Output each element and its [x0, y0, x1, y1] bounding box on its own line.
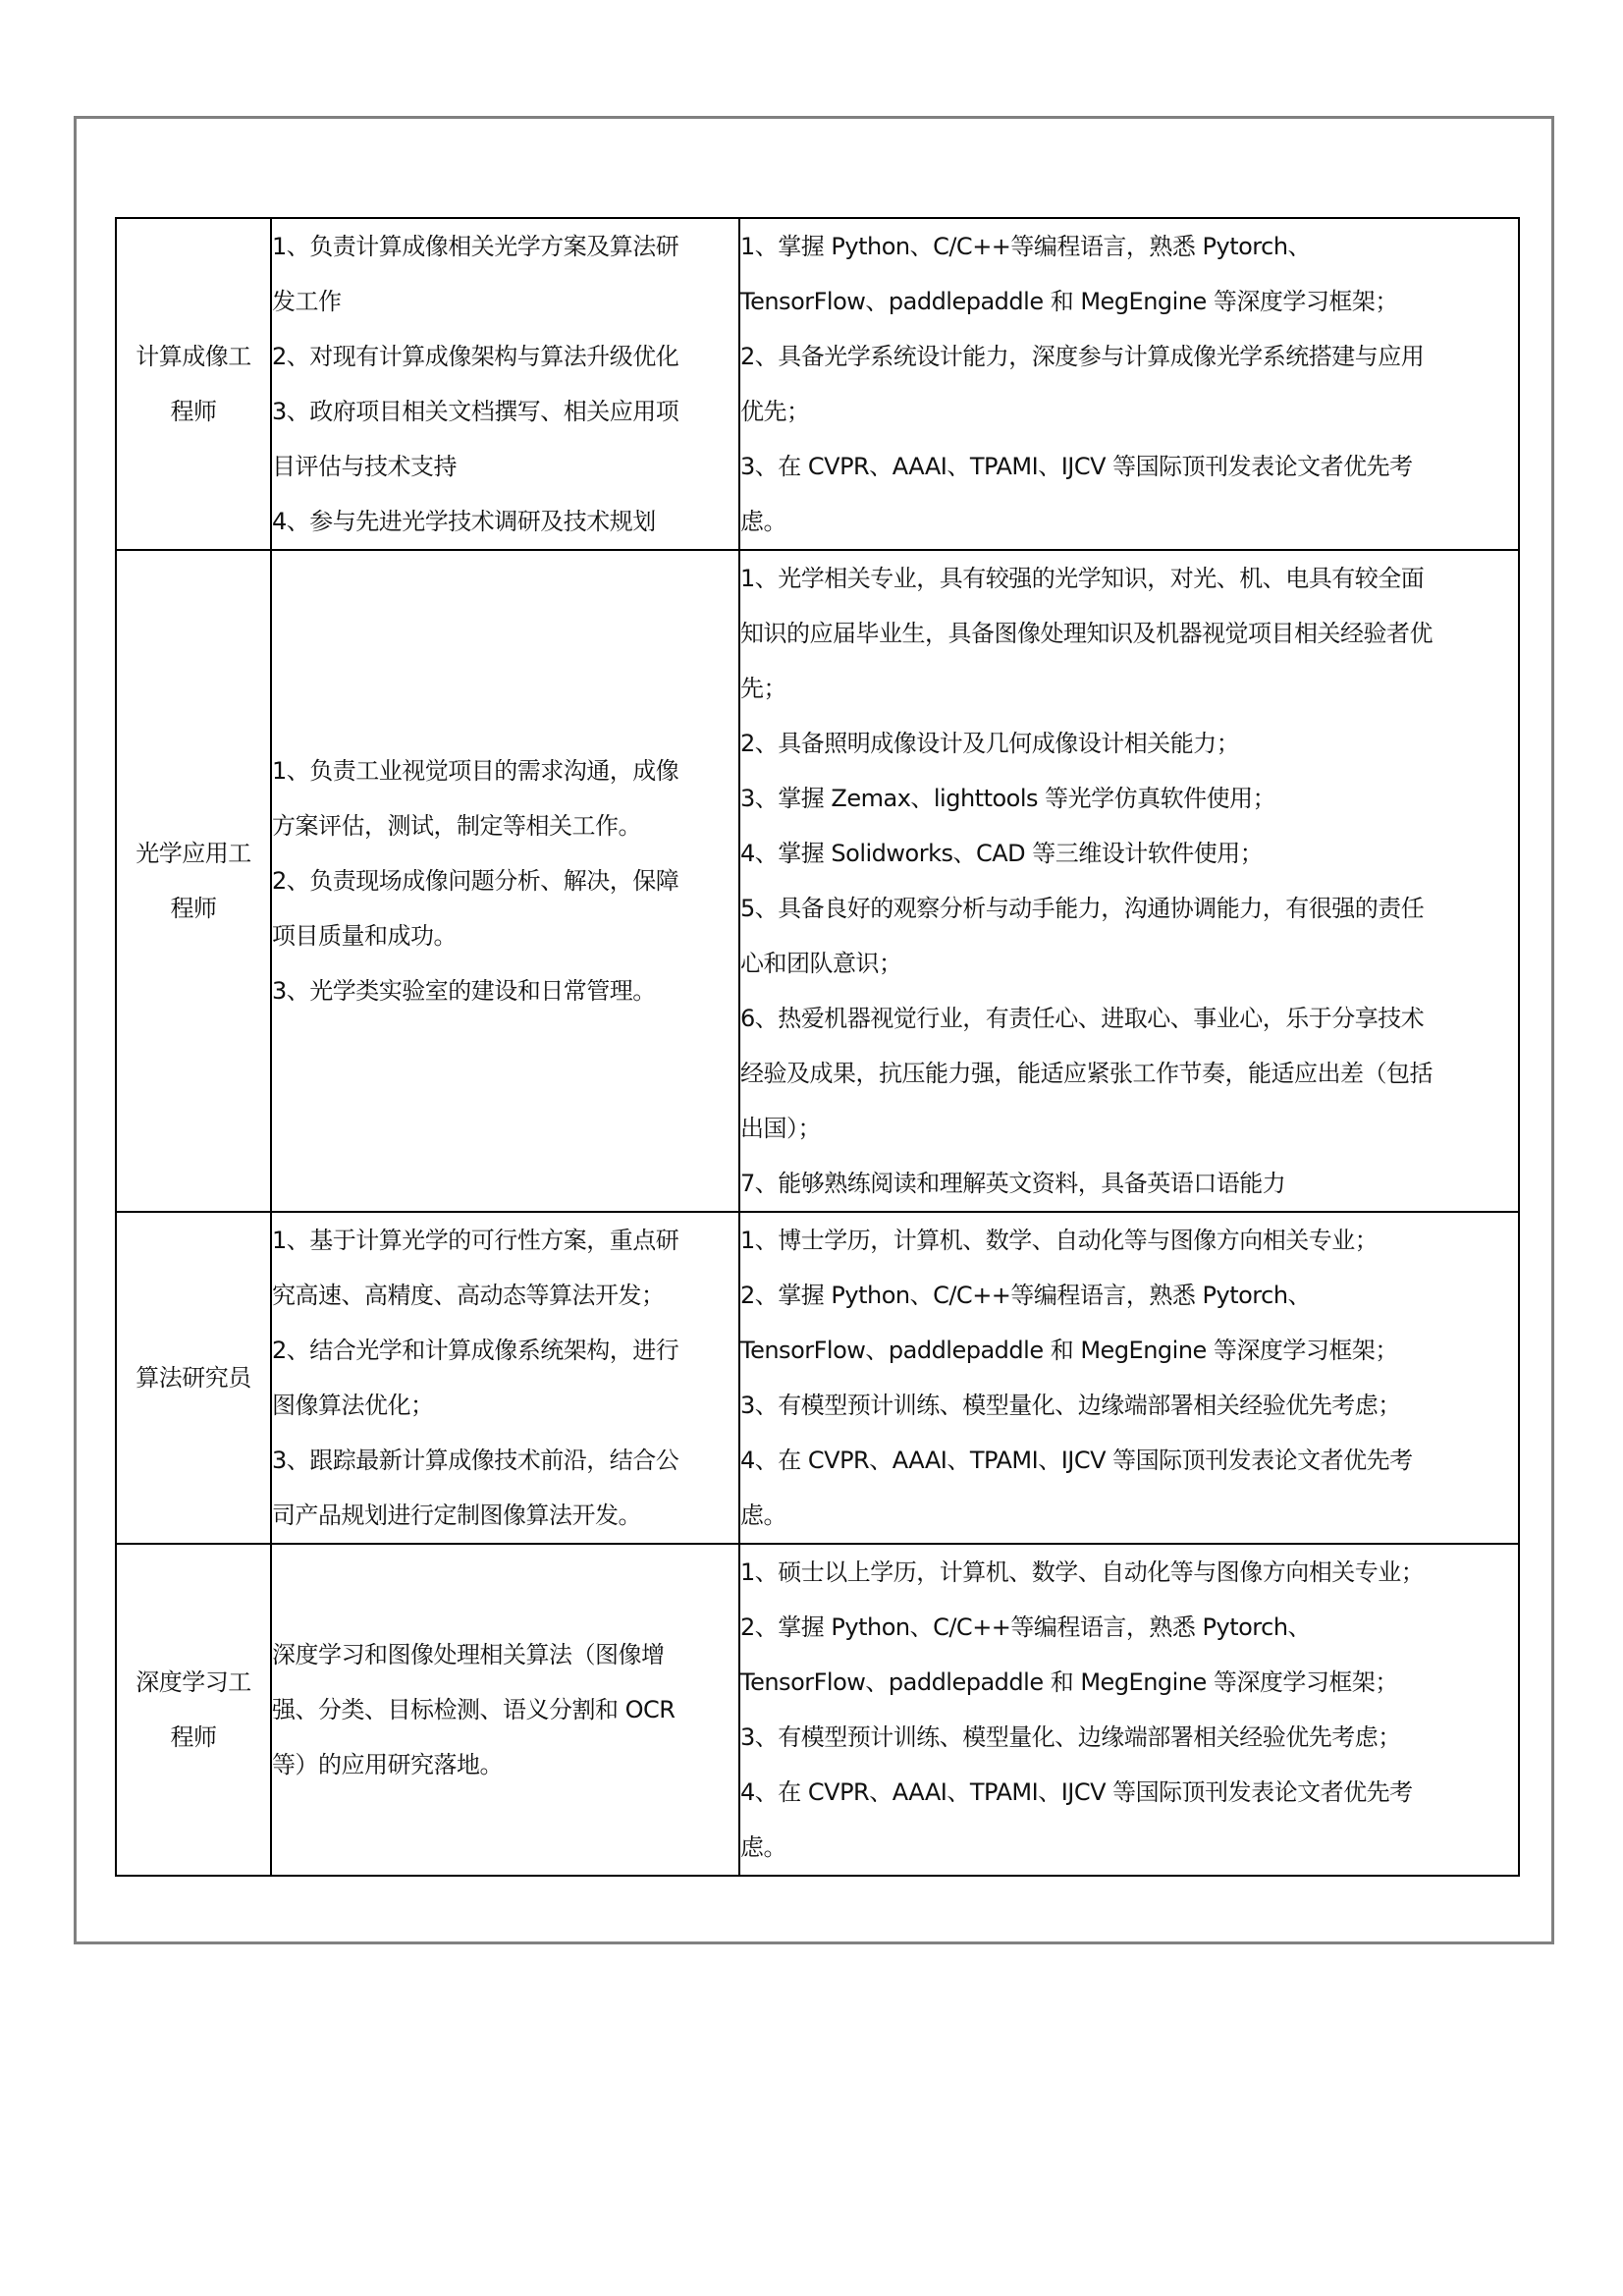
requirement-line: 1、光学相关专业，具有较强的光学知识，对光、机、电具有较全面 — [740, 565, 1425, 592]
duty-line: 4、参与先进光学技术调研及技术规划 — [272, 508, 656, 535]
requirement-line: 4、掌握 Solidworks、CAD 等三维设计软件使用； — [740, 840, 1264, 867]
requirement-line: 2、掌握 Python、C/C++等编程语言，熟悉 Pytorch、 — [740, 1282, 1312, 1309]
requirement-line: 1、掌握 Python、C/C++等编程语言，熟悉 Pytorch、 — [740, 233, 1312, 260]
requirement-line: 6、热爱机器视觉行业，有责任心、进取心、事业心，乐于分享技术 — [740, 1005, 1425, 1032]
duty-line: 图像算法优化； — [272, 1392, 434, 1419]
duty-line: 究高速、高精度、高动态等算法开发； — [272, 1282, 665, 1309]
requirement-line: 3、在 CVPR、AAAI、TPAMI、IJCV 等国际顶刊发表论文者优先考 — [740, 453, 1413, 480]
requirement-line: 7、能够熟练阅读和理解英文资料，具备英语口语能力 — [740, 1170, 1286, 1197]
duty-line: 目评估与技术支持 — [272, 453, 457, 480]
job-row-deep-learning-engineer — [116, 1544, 1519, 1876]
requirement-line: 2、具备照明成像设计及几何成像设计相关能力； — [740, 730, 1240, 757]
job-requirements-cell — [739, 550, 1519, 1212]
duty-line: 项目质量和成功。 — [272, 922, 457, 950]
job-title-line: 深度学习工 — [135, 1668, 251, 1696]
requirement-line: 出国）； — [740, 1115, 821, 1142]
duty-line: 1、负责计算成像相关光学方案及算法研 — [272, 233, 679, 260]
job-requirements-cell — [739, 218, 1519, 550]
duty-line: 发工作 — [272, 288, 342, 315]
job-title-line: 算法研究员 — [135, 1364, 251, 1392]
job-duties-cell — [271, 1212, 739, 1544]
duty-line: 2、结合光学和计算成像系统架构，进行 — [272, 1337, 679, 1364]
duty-line: 3、政府项目相关文档撰写、相关应用项 — [272, 398, 679, 425]
duty-line: 方案评估，测试，制定等相关工作。 — [272, 812, 641, 840]
duty-line: 3、跟踪最新计算成像技术前沿，结合公 — [272, 1447, 679, 1474]
job-duties-cell — [271, 550, 739, 1212]
requirement-line: 1、硕士以上学历，计算机、数学、自动化等与图像方向相关专业； — [740, 1558, 1425, 1586]
requirement-line: 经验及成果，抗压能力强，能适应紧张工作节奏，能适应出差（包括 — [740, 1060, 1433, 1087]
job-row-algorithm-researcher — [116, 1212, 1519, 1544]
requirement-line: 先； — [740, 675, 786, 702]
requirement-line: 虑。 — [740, 508, 786, 535]
requirement-line: 虑。 — [740, 1502, 786, 1529]
job-row-computational-imaging-engineer — [116, 218, 1519, 550]
job-title-line: 光学应用工 — [135, 840, 251, 867]
job-table — [115, 217, 1520, 1877]
requirement-line: TensorFlow、paddlepaddle 和 MegEngine 等深度学习框架； — [740, 1668, 1398, 1696]
requirement-line: 3、有模型预计训练、模型量化、边缘端部署相关经验优先考虑； — [740, 1723, 1401, 1751]
requirement-line: 3、掌握 Zemax、lighttools 等光学仿真软件使用； — [740, 785, 1276, 812]
job-title-line: 程师 — [170, 895, 217, 922]
requirement-line: 4、在 CVPR、AAAI、TPAMI、IJCV 等国际顶刊发表论文者优先考 — [740, 1778, 1413, 1806]
duty-line: 深度学习和图像处理相关算法（图像增 — [272, 1641, 665, 1668]
requirement-line: 4、在 CVPR、AAAI、TPAMI、IJCV 等国际顶刊发表论文者优先考 — [740, 1447, 1413, 1474]
job-row-optical-application-engineer — [116, 550, 1519, 1212]
requirement-line: 5、具备良好的观察分析与动手能力，沟通协调能力，有很强的责任 — [740, 895, 1425, 922]
requirement-line: 心和团队意识； — [740, 950, 902, 977]
job-duties-cell — [271, 218, 739, 550]
job-title-cell — [116, 1544, 271, 1876]
job-title-cell — [116, 1212, 271, 1544]
job-duties-cell — [271, 1544, 739, 1876]
duty-line: 3、光学类实验室的建设和日常管理。 — [272, 977, 656, 1005]
job-title-line: 程师 — [170, 1723, 217, 1751]
job-title-cell — [116, 550, 271, 1212]
requirement-line: 知识的应届毕业生，具备图像处理知识及机器视觉项目相关经验者优 — [740, 620, 1433, 647]
requirement-line: 1、博士学历，计算机、数学、自动化等与图像方向相关专业； — [740, 1227, 1379, 1254]
job-requirements-cell — [739, 1544, 1519, 1876]
requirement-line: TensorFlow、paddlepaddle 和 MegEngine 等深度学习框架； — [740, 288, 1398, 315]
requirement-line: 虑。 — [740, 1833, 786, 1861]
job-requirements-cell — [739, 1212, 1519, 1544]
job-title-cell — [116, 218, 271, 550]
duty-line: 1、负责工业视觉项目的需求沟通，成像 — [272, 757, 679, 785]
job-title-line: 程师 — [170, 398, 217, 425]
duty-line: 等）的应用研究落地。 — [272, 1751, 503, 1778]
duty-line: 1、基于计算光学的可行性方案，重点研 — [272, 1227, 679, 1254]
requirement-line: 2、具备光学系统设计能力，深度参与计算成像光学系统搭建与应用 — [740, 343, 1425, 370]
requirement-line: TensorFlow、paddlepaddle 和 MegEngine 等深度学习框架； — [740, 1337, 1398, 1364]
duty-line: 司产品规划进行定制图像算法开发。 — [272, 1502, 641, 1529]
requirement-line: 优先； — [740, 398, 810, 425]
job-title-line: 计算成像工 — [135, 343, 251, 370]
requirement-line: 2、掌握 Python、C/C++等编程语言，熟悉 Pytorch、 — [740, 1613, 1312, 1641]
duty-line: 2、负责现场成像问题分析、解决，保障 — [272, 867, 679, 895]
duty-line: 2、对现有计算成像架构与算法升级优化 — [272, 343, 679, 370]
duty-line: 强、分类、目标检测、语义分割和 OCR — [272, 1696, 676, 1723]
requirement-line: 3、有模型预计训练、模型量化、边缘端部署相关经验优先考虑； — [740, 1392, 1401, 1419]
